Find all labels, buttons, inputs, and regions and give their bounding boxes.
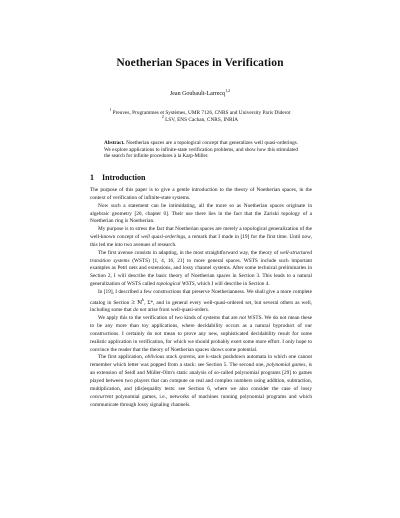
paragraph-text: WSTS. We do not mean these to be any more than toy applications, where decidability occurs as a natural byproduct of our constructions. I certainly do not mean to prove any new, sophisticated decidability result for some realistic application in verification, for which we should probably exert some more effort. I only hope to convince the reader that the theory of Noetherian spaces shows some potential. xyxy=(90,315,312,353)
paper-title: Noetherian Spaces in Verification xyxy=(116,57,284,69)
abstract xyxy=(104,140,298,160)
affiliation-text: Preuves, Programmes et Systèmes, UMR 7126, CNRS and University Paris Diderot xyxy=(112,109,291,116)
emphasis-text: oblivious stack systems xyxy=(144,354,195,361)
section-title: Introduction xyxy=(102,173,146,182)
body-text xyxy=(90,187,312,409)
paragraph-text: polynomial games, i.e., networks of machines running polynomial programs and which communicate through lossy signaling channels. xyxy=(90,393,312,408)
paragraph-text: (WSTS) [1, 4, 16, 21] to more general spaces. WSTS include such important examples as Petri nets and extensions, and lossy channel systems. After some technical preliminaries in Section 2, I will describe the basic theory of Noetherian spaces in Section 3. This leads to a natural generalization of WSTS called xyxy=(90,257,312,288)
section-number: 1 xyxy=(90,173,94,182)
paragraph xyxy=(90,354,312,409)
affiliation-mark: 2 xyxy=(161,115,164,119)
paragraph xyxy=(90,250,312,289)
paragraph-text: , a remark that I made in [19] for the first time. Until now, this led me into two avenues of research. xyxy=(90,234,312,248)
paragraph-text: The first avenue consists in adapting, in the most straightforward way, the theory of xyxy=(98,249,280,256)
emphasis-text: concurrent xyxy=(90,393,114,400)
paragraph-text: , Σ*, and in general every well-quasi-ordered set, but several others as well, including some that xyxy=(90,299,312,314)
abstract-label: Abstract. xyxy=(104,140,125,146)
paragraph-text: , which I will describe in Section 4. xyxy=(194,281,270,288)
paragraph xyxy=(90,289,312,315)
paragraph-text: My purpose is to stress the fact that Noetherian spaces are merely a topological generalization of the well-known concept of xyxy=(90,226,312,241)
emphasis-text: topological WSTS xyxy=(156,281,195,288)
author-name: Jean Goubault-Larrecq xyxy=(169,91,226,97)
paragraph xyxy=(90,203,312,227)
emphasis-text: not xyxy=(239,315,246,322)
paragraph-text: The first application, xyxy=(98,354,145,361)
paragraph-text: , is an extension of Seidl and Müller-Olm's static analysis of so-called polynomial programs [29] to games played between two players that can compute on real and complex numbers using addition, subtraction, multiplication, and (dis)equality tests: see Section 6, where we also consider the case of lossy xyxy=(90,362,312,392)
paragraph-text: , are k-stack pushdown automata in which one cannot remember which letter was popped from a stack: see Section 5. The second one, xyxy=(90,354,313,369)
abstract-text: Noetherian spaces are a topological concept that generalizes well quasi-orderings. We explore applications to infinite-state verification problems, and show how this stimulated the search for infinite procedures à la Karp-Miller. xyxy=(104,140,299,160)
paragraph-text: arise from well-quasi-orders. xyxy=(146,307,210,314)
emphasis-text: polynomial games xyxy=(266,362,306,369)
paragraph-text: Now such a statement can be intimidating, all the more so as Noetherian spaces originate in algebraic geometry [20, chapter 0]. Their use there lies in the fact that the Zariski topology of a Noetherian ring is Noetherian. xyxy=(90,202,312,225)
author-line xyxy=(0,88,400,97)
paragraph-text: We apply this to the verification of two kinds of systems that are xyxy=(98,315,240,322)
paragraph xyxy=(90,187,312,203)
paragraph xyxy=(90,226,312,250)
paragraph-text: k xyxy=(142,297,145,302)
affiliation-text: LSV, ENS Cachan, CNRS, INRIA xyxy=(165,116,239,123)
emphasis-text: well quasi-orderings xyxy=(141,234,186,241)
section-heading xyxy=(90,173,145,182)
paragraph xyxy=(90,315,312,354)
paragraph-text: The purpose of this paper is to give a gentle introduction to the theory of Noetherian spaces, in the context of verification of infinite-state systems. xyxy=(90,187,312,201)
affiliation-mark: 1 xyxy=(109,108,112,112)
emphasis-text: do not xyxy=(133,307,147,314)
affiliation-2 xyxy=(0,115,400,123)
paragraph-text: In [19], I described a few constructions that preserve Noetherianness. We shall give a more complete catalog in Section 3: ℕ xyxy=(90,288,312,306)
author-marks: 1,2 xyxy=(225,88,231,93)
emphasis-text: well-structured transition systems xyxy=(90,249,312,264)
